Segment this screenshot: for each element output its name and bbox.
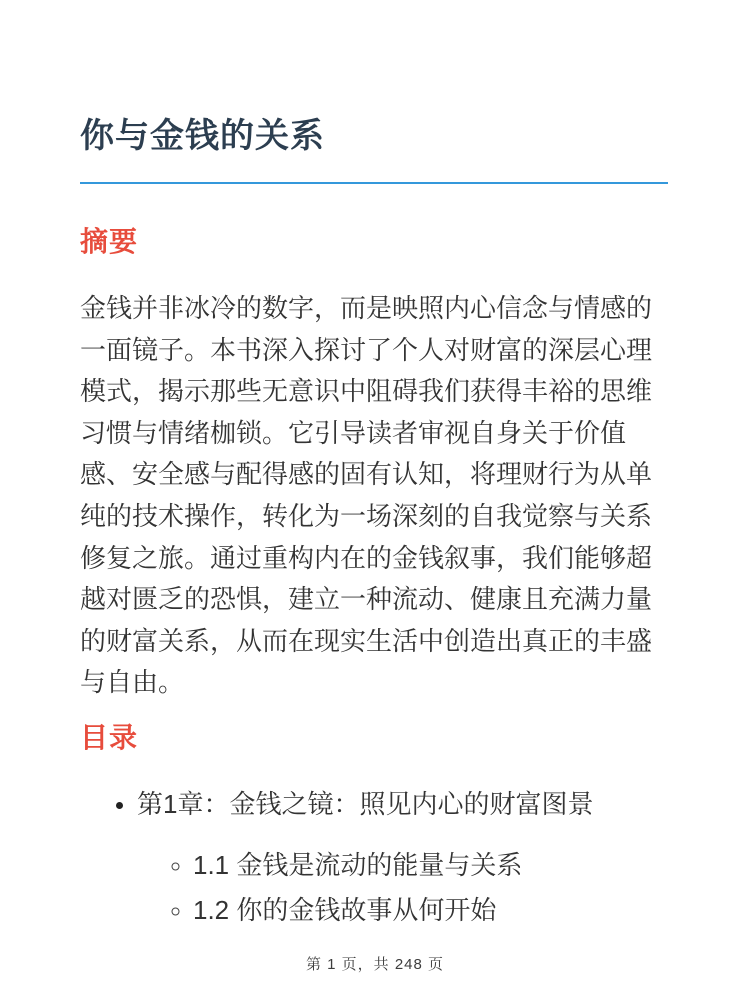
page-number-indicator: 第 1 页，共 248 页 (305, 956, 445, 973)
abstract-paragraph: 金钱并非冰冷的数字，而是映照内心信念与情感的一面镜子。本书深入探讨了个人对财富的深层心理模式，揭示那些无意识中阻碍我们获得丰裕的思维习惯与情绪枷锁。它引导读者审视自身关于价值感、安全感与配得感的固有认知，将理财行为从单纯的技术操作，转化为一场深刻的自我觉察与关系修复之旅。通过重构内在的金钱叙事，我们能够超越对匮乏的恐惧，建立一种流动、健康且充满力量的财富关系，从而在现实生活中创造出真正的丰盛与自由。 (80, 293, 653, 698)
page-title: 你与金钱的关系 (80, 114, 668, 184)
toc-section-item: ◦ 1.2 你的金钱故事从何开始 (193, 889, 668, 932)
toc-heading: 目录 (80, 721, 139, 753)
abstract-heading: 摘要 (80, 226, 139, 257)
toc-section-item: ◦ 1.1 金钱是流动的能量与关系 (193, 844, 668, 887)
toc-chapter-item (137, 784, 668, 932)
toc-chapter-label: 第1章：金钱之镜：照见内心的财富图景 (137, 788, 594, 819)
toc-sub-list (137, 844, 668, 932)
toc-list (80, 784, 668, 932)
